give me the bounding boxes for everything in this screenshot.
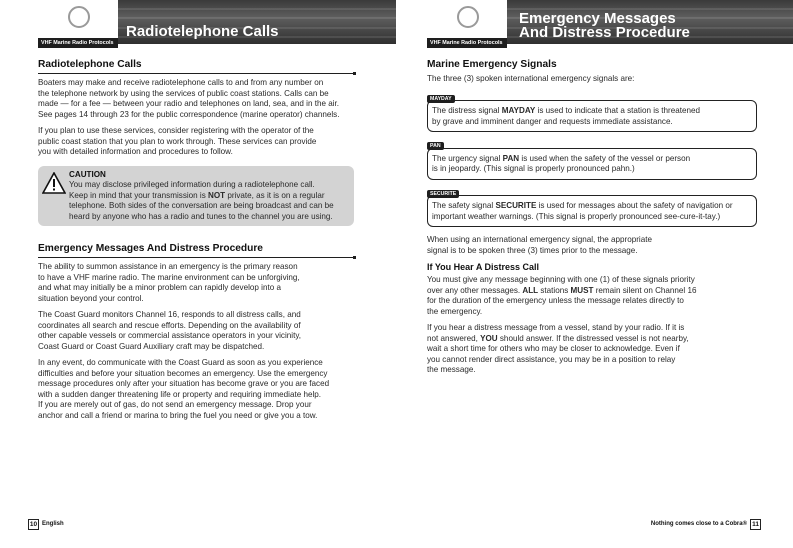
signal-pan xyxy=(427,140,757,180)
section-heading-radiotelephone: Radiotelephone Calls xyxy=(38,58,354,74)
paragraph: The Coast Guard monitors Channel 16, responds to all distress calls, and coordinates all search and rescue efforts. Depending on the availability of other capable vessels or commercial assistance operators in your vicinity, Coast Guard or Coast Guard Auxiliary craft may be dispatched. xyxy=(38,310,302,351)
right-page xyxy=(397,0,793,548)
caution-box xyxy=(38,166,354,227)
signal-box: The distress signal MAYDAY is used to indicate that a station is threatened by grave and imminent danger and requests immediate assistance. xyxy=(427,100,757,132)
footer-text: English xyxy=(42,521,64,528)
section-heading-emergency: Emergency Messages And Distress Procedure xyxy=(38,242,354,258)
footer-text: Nothing comes close to a Cobra® xyxy=(650,521,747,528)
warning-icon xyxy=(42,172,66,194)
paragraph: The ability to summon assistance in an emergency is the primary reason to have a VHF marine radio. The marine environment can be unforgiving, and what may initially be a minor problem can rapidly develop into a situation beyond your control. xyxy=(38,262,300,303)
paragraph: In any event, do communicate with the Coast Guard as soon as you experience difficulties and before your situation becomes an emergency. Use the emergency message procedures only after your situation has become grave or you are faced with a sudden danger threatening life or property and requiring immediate help. If you are merely out of gas, do not send an emergency message. Drop your anchor and call a friend or marina to bring the fuel you need or give you a tow. xyxy=(38,358,330,420)
section-heading-distress-call: If You Hear A Distress Call xyxy=(427,262,540,272)
paragraph: The three (3) spoken international emergency signals are: xyxy=(427,74,635,83)
paragraph: If you plan to use these services, consider registering with the operator of the public coast station that you plan to work through. These services can provide you with detailed information and procedures to follow. xyxy=(38,126,317,156)
crest-icon xyxy=(68,6,90,28)
header-sublabel: VHF Marine Radio Protocols xyxy=(38,38,118,48)
crest-icon xyxy=(457,6,479,28)
paragraph: You must give any message beginning with one (1) of these signals priority over any other messages. ALL stations MUST remain silent on Channel 16 for the duration of the emergency unless the message relates directly to the emergency. xyxy=(427,275,697,316)
signal-badge: PAN xyxy=(427,142,444,150)
caution-heading: CAUTION xyxy=(69,169,106,179)
left-content xyxy=(38,58,354,421)
right-header xyxy=(397,0,793,48)
paragraph: Boaters may make and receive radiotelephone calls to and from any number on the telephone network by using the services of public coast stations. Calls can be made — for a fee — between your radio and telephones on land, sea, and in the air. See pages 14 through 23 for the public correspondence (marine operator) channels. xyxy=(38,78,340,119)
paragraph: When using an international emergency signal, the appropriate signal is to be spoken three (3) times prior to the message. xyxy=(427,235,652,255)
left-footer xyxy=(28,519,67,530)
right-footer xyxy=(648,519,761,530)
header-sublabel: VHF Marine Radio Protocols xyxy=(427,38,507,48)
section-heading-signals: Marine Emergency Signals xyxy=(427,59,557,70)
signal-badge: SECURITE xyxy=(427,190,459,198)
right-content xyxy=(427,58,757,376)
page-number: 10 xyxy=(29,521,38,528)
signal-securite xyxy=(427,188,757,228)
signal-badge: MAYDAY xyxy=(427,95,455,103)
header-title: Radiotelephone Calls xyxy=(126,23,279,40)
signal-box: The safety signal SECURITE is used for messages about the safety of navigation or important weather warnings. (This signal is properly pronounced see-cure-it-tay.) xyxy=(427,195,757,227)
signal-mayday xyxy=(427,93,757,133)
page-number: 11 xyxy=(750,519,761,530)
left-page xyxy=(0,0,396,548)
left-header xyxy=(0,0,396,48)
caution-text: CAUTION You may disclose privileged information during a radiotelephone call. Keep in mind that your transmission is NOT private, as it is on a regular telephone. Both sides of the conversation are being broadcast and can be heard by anyone who has a radio and tunes to the channel you are using. xyxy=(69,169,334,221)
paragraph: If you hear a distress message from a vessel, stand by your radio. If it is not answered, YOU should answer. If the distressed vessel is not nearby, wait a short time for others who may be closer to acknowledge. Even if you cannot render direct assistance, you may be in a position to relay the message. xyxy=(427,323,689,374)
header-title: Emergency Messages And Distress Procedure xyxy=(519,10,690,41)
signal-box: The urgency signal PAN is used when the safety of the vessel or person is in jeopardy. (This signal is properly pronounced pahn.) xyxy=(427,148,757,180)
